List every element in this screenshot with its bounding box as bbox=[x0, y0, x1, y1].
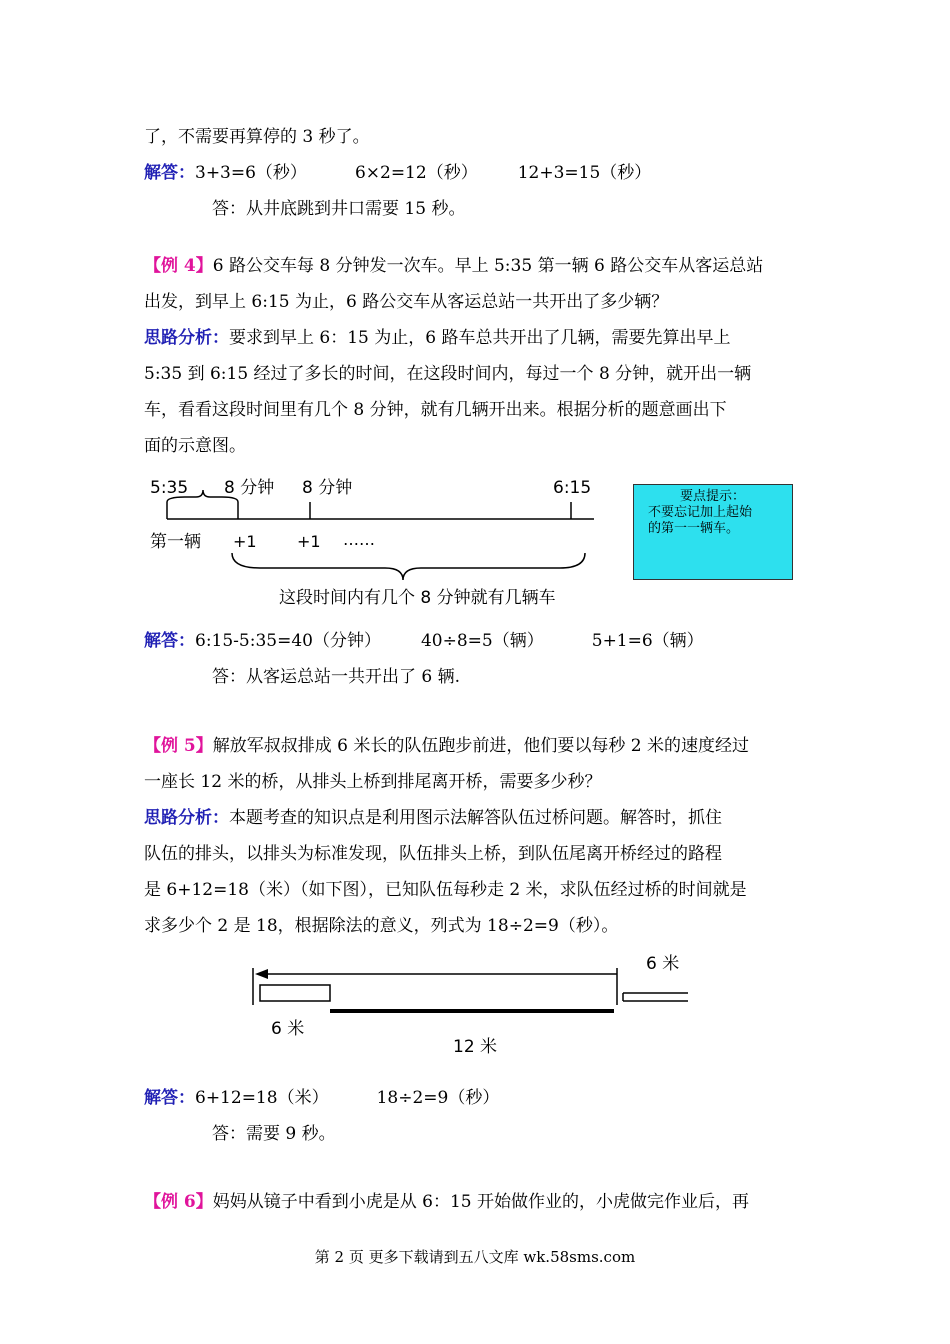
ellipsis-label: …… bbox=[343, 530, 375, 549]
example-tag: 【例 6】 bbox=[144, 1192, 213, 1212]
analysis-text: 要求到早上 6：15 为止，6 路车总共开出了几辆，需要先算出早上 bbox=[229, 328, 731, 348]
page-footer: 第 2 页 更多下载请到五八文库 wk.58sms.com bbox=[314, 1248, 636, 1266]
answer-step: 5+1=6（辆） bbox=[591, 631, 704, 651]
ex5-question-line: 一座长 12 米的桥，从排头上桥到排尾离开桥，需要多少秒？ bbox=[144, 772, 602, 792]
ex4-analysis-line: 5:35 到 6:15 经过了多长的时间，在这段时间内，每过一个 8 分钟，就开出一辆 bbox=[144, 364, 752, 384]
answer-label: 解答： bbox=[144, 1088, 195, 1108]
ex4-question-line: 出发，到早上 6:15 为止，6 路公交车从客运总站一共开出了多少辆？ bbox=[144, 292, 669, 312]
example-tag: 【例 5】 bbox=[144, 736, 213, 756]
final-answer: 答：需要 9 秒。 bbox=[212, 1124, 336, 1144]
plus-one-label: +1 bbox=[297, 532, 321, 551]
final-answer: 答：从井底跳到井口需要 15 秒。 bbox=[212, 199, 466, 219]
troop-length-label: 6 米 bbox=[646, 954, 680, 974]
tip-line: 的第一一辆车。 bbox=[648, 521, 740, 536]
arrow-head bbox=[255, 969, 268, 979]
answer-step: 12+3=15（秒） bbox=[517, 163, 652, 183]
answer-label: 解答： bbox=[144, 163, 195, 183]
ex6-question-line bbox=[144, 1191, 749, 1213]
analysis-label: 思路分析： bbox=[144, 808, 229, 828]
ex4-analysis-line: 面的示意图。 bbox=[144, 436, 246, 456]
brace-caption: 这段时间内有几个 8 分钟就有几辆车 bbox=[279, 588, 556, 608]
question-text: 解放军叔叔排成 6 米长的队伍跑步前进，他们要以每秒 2 米的速度经过 bbox=[212, 736, 749, 756]
time-end-label: 6:15 bbox=[553, 478, 592, 498]
ex5-answer-line bbox=[144, 1087, 499, 1109]
segment-label: 8 分钟 bbox=[224, 478, 275, 498]
answer-step: 6+12=18（米） bbox=[195, 1088, 329, 1108]
tip-title: 要点提示： bbox=[680, 489, 746, 504]
bridge-length-label: 12 米 bbox=[453, 1037, 498, 1057]
plus-one-label: +1 bbox=[233, 532, 257, 551]
ex4-analysis-line: 车，看看这段时间里有几个 8 分钟，就有几辆开出来。根据分析的题意画出下 bbox=[144, 400, 727, 420]
text-line: 了，不需要再算停的 3 秒了。 bbox=[144, 127, 370, 147]
answer-label: 解答： bbox=[144, 631, 195, 651]
answer-step: 18÷2=9（秒） bbox=[376, 1088, 500, 1108]
question-text: 6 路公交车每 8 分钟发一次车。早上 5:35 第一辆 6 路公交车从客运总站 bbox=[212, 256, 764, 276]
tip-line: 不要忘记加上起始 bbox=[648, 505, 753, 520]
first-bus-label: 第一辆 bbox=[150, 532, 201, 552]
troop-length-label: 6 米 bbox=[271, 1019, 305, 1039]
ex5-analysis-line: 队伍的排头，以排头为标准发现，队伍排头上桥，到队伍尾离开桥经过的路程 bbox=[144, 844, 722, 864]
answer-step: 40÷8=5（辆） bbox=[420, 631, 544, 651]
answer-step: 6:15-5:35=40（分钟） bbox=[195, 631, 381, 651]
segment-label: 8 分钟 bbox=[302, 478, 353, 498]
example-tag: 【例 4】 bbox=[144, 256, 213, 276]
question-text: 妈妈从镜子中看到小虎是从 6：15 开始做作业的，小虎做完作业后，再 bbox=[212, 1192, 750, 1212]
ex5-analysis-line: 是 6+12=18（米）（如下图），已知队伍每秒走 2 米，求队伍经过桥的时间就是 bbox=[144, 880, 747, 900]
time-start-label: 5:35 bbox=[150, 478, 189, 498]
answer-step: 3+3=6（秒） bbox=[195, 163, 307, 183]
final-answer: 答：从客运总站一共开出了 6 辆. bbox=[212, 667, 461, 687]
analysis-text: 本题考查的知识点是利用图示法解答队伍过桥问题。解答时，抓住 bbox=[229, 808, 722, 828]
ex5-analysis-line: 求多少个 2 是 18，根据除法的意义，列式为 18÷2=9（秒）。 bbox=[144, 916, 619, 936]
answer-step: 6×2=12（秒） bbox=[354, 163, 478, 183]
troop-left-rect bbox=[260, 985, 330, 1001]
analysis-label: 思路分析： bbox=[144, 328, 229, 348]
